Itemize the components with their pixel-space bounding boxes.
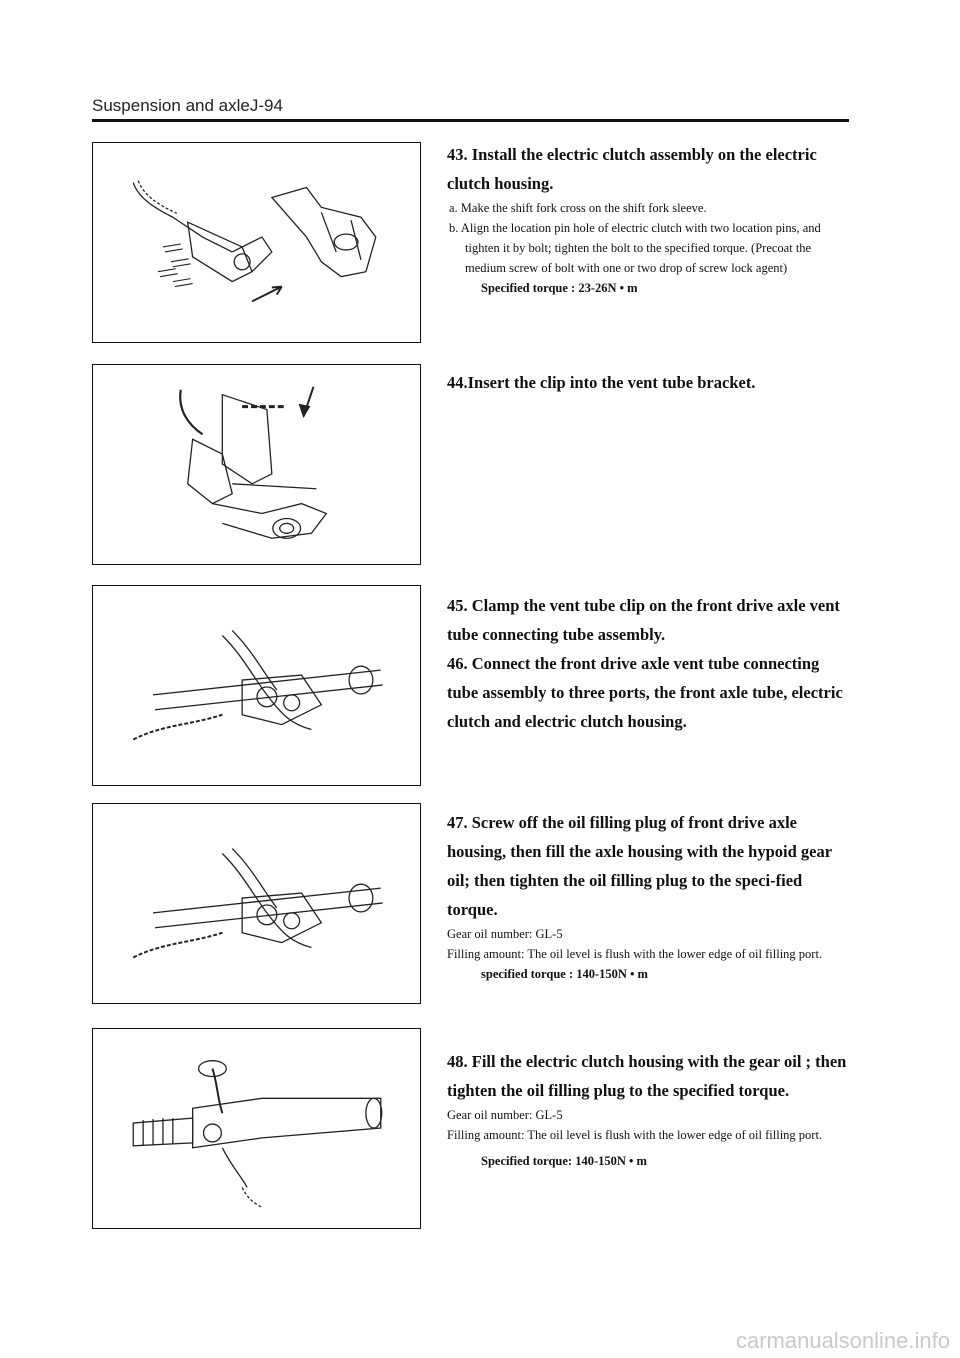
step-45-heading: 45. Clamp the vent tube clip on the front drive axle vent tube connecting tube assembly.	[447, 596, 840, 644]
vent-tube-bracket-illustration	[93, 365, 420, 564]
oil-filling-plug-illustration	[93, 804, 420, 1003]
figure-step-43	[92, 142, 421, 343]
step-48-gear-oil: Gear oil number: GL-5	[447, 1108, 563, 1122]
clutch-assembly-illustration	[93, 143, 420, 342]
step-47-filling-amount: Filling amount: The oil level is flush with the lower edge of oil filling port.	[447, 947, 823, 961]
page-header-title: Suspension and axleJ-94	[92, 96, 283, 115]
step-47-gear-oil: Gear oil number: GL-5	[447, 927, 563, 941]
step-43	[447, 140, 849, 298]
figure-step-44	[92, 364, 421, 565]
step-45-46	[447, 591, 849, 736]
step-43-item-a: a. Make the shift fork cross on the shift fork sleeve.	[449, 201, 707, 215]
figure-step-45-46	[92, 585, 421, 786]
step-47-heading: 47. Screw off the oil filling plug of front drive axle housing, then fill the axle housing with the hypoid gear oil; then tighten the oil filling plug to the speci-fied torque.	[447, 813, 832, 919]
step-48-torque-spec: Specified torque: 140-150N • m	[481, 1154, 647, 1168]
step-47-torque-spec: specified torque : 140-150N • m	[481, 967, 648, 981]
watermark: carmanualsonline.info	[735, 1328, 950, 1353]
step-43-heading: 43. Install the electric clutch assembly on the electric clutch housing.	[447, 145, 817, 193]
step-46-heading: 46. Connect the front drive axle vent tube connecting tube assembly to three ports, the front axle tube, electric clutch and electric clutch housing.	[447, 654, 843, 731]
header-rule	[92, 119, 849, 122]
step-48	[447, 1047, 849, 1171]
step-43-torque-spec: Specified torque : 23-26N • m	[481, 281, 638, 295]
step-48-heading: 48. Fill the electric clutch housing with the gear oil ; then tighten the oil filling plug to the specified torque.	[447, 1052, 847, 1100]
step-44-heading: 44.Insert the clip into the vent tube bracket.	[447, 373, 756, 392]
figure-step-48	[92, 1028, 421, 1229]
vent-tube-assembly-illustration	[93, 586, 420, 785]
clutch-housing-illustration	[93, 1029, 420, 1228]
step-47	[447, 808, 849, 984]
step-48-filling-amount: Filling amount: The oil level is flush with the lower edge of oil filling port.	[447, 1128, 823, 1142]
step-44	[447, 368, 849, 397]
figure-step-47	[92, 803, 421, 1004]
step-43-item-b: b. Align the location pin hole of electric clutch with two location pins, and tighten it by bolt; tighten the bolt to the specified torque. (Precoat the medium screw of bolt with one or two drop of screw lock agent)	[449, 221, 821, 275]
